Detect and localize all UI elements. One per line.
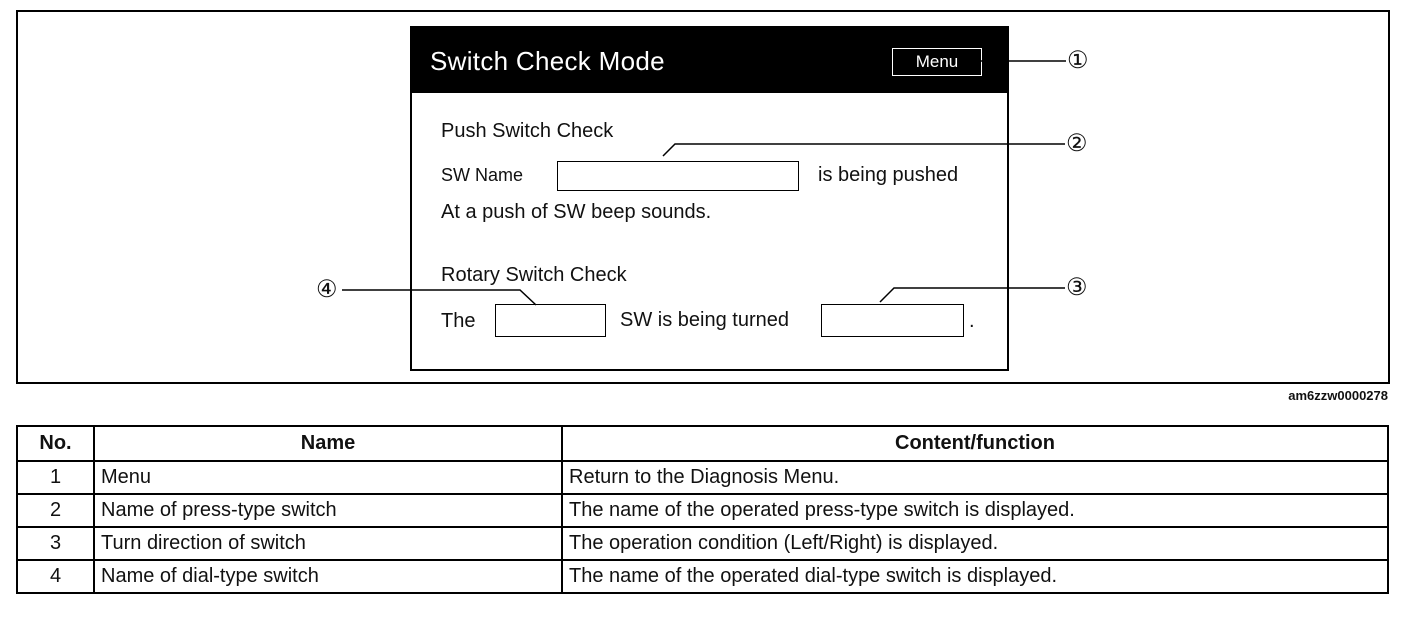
period-text: . xyxy=(969,310,975,332)
row-content: The operation condition (Left/Right) is displayed. xyxy=(562,527,1388,560)
sw-name-label: SW Name xyxy=(441,165,524,185)
row-name: Turn direction of switch xyxy=(94,527,562,560)
header-content-function: Content/function xyxy=(562,426,1388,461)
rotary-switch-check-heading: Rotary Switch Check xyxy=(441,264,627,286)
table-row xyxy=(17,461,1388,494)
being-pushed-text: is being pushed xyxy=(818,164,959,186)
row-no: 3 xyxy=(17,527,94,560)
callout-3: ③ xyxy=(1066,274,1088,301)
push-switch-check-heading: Push Switch Check xyxy=(441,120,614,142)
being-turned-text: SW is being turned xyxy=(620,309,789,331)
row-no: 2 xyxy=(17,494,94,527)
row-no: 1 xyxy=(17,461,94,494)
switch-check-screen xyxy=(410,26,1009,371)
callout-2: ② xyxy=(1066,130,1088,157)
dial-switch-name-field xyxy=(495,304,606,337)
header-name: Name xyxy=(94,426,562,461)
row-name: Name of dial-type switch xyxy=(94,560,562,593)
menu-button[interactable]: Menu xyxy=(892,48,982,76)
row-name: Menu xyxy=(94,461,562,494)
row-content: The name of the operated dial-type switch is displayed. xyxy=(562,560,1388,593)
row-no: 4 xyxy=(17,560,94,593)
table-row xyxy=(17,527,1388,560)
row-content: Return to the Diagnosis Menu. xyxy=(562,461,1388,494)
legend-table xyxy=(16,425,1389,594)
screen-header xyxy=(412,28,1007,93)
row-name: Name of press-type switch xyxy=(94,494,562,527)
the-text: The xyxy=(441,310,476,332)
header-no: No. xyxy=(17,426,94,461)
turn-direction-field xyxy=(821,304,964,337)
image-id: am6zzw0000278 xyxy=(1288,388,1388,403)
beep-text: At a push of SW beep sounds. xyxy=(441,201,712,223)
table-row xyxy=(17,494,1388,527)
table-row xyxy=(17,560,1388,593)
row-content: The name of the operated press-type switch is displayed. xyxy=(562,494,1388,527)
sw-name-field xyxy=(557,161,799,191)
callout-4: ④ xyxy=(316,276,338,303)
screen-title: Switch Check Mode xyxy=(430,46,665,76)
callout-1: ① xyxy=(1067,47,1089,74)
table-header-row xyxy=(17,426,1388,461)
